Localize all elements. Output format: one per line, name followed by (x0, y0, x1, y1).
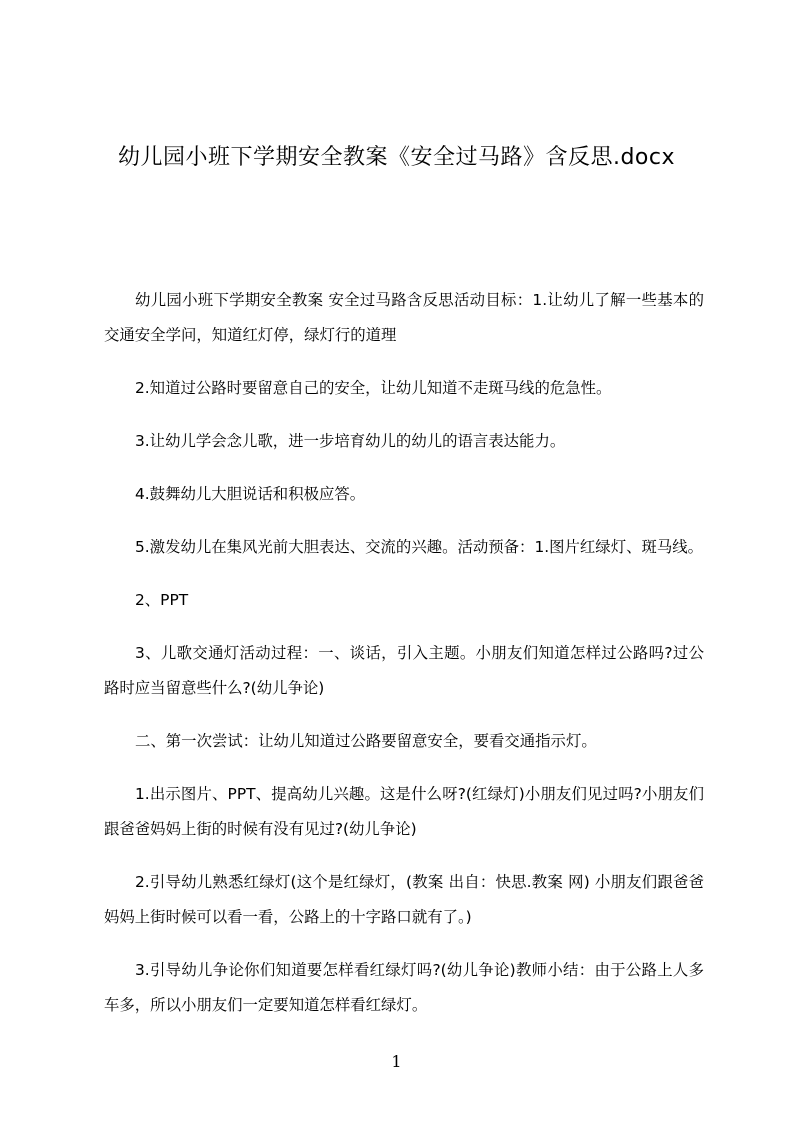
paragraph: 4.鼓舞幼儿大胆说话和积极应答。 (135, 485, 366, 503)
paragraph: 2.知道过公路时要留意自己的安全，让幼儿知道不走斑马线的危急性。 (135, 379, 612, 397)
document-title: 幼儿园小班下学期安全教案《安全过马路》含反思.docx (117, 145, 676, 170)
paragraph: 1.出示图片、PPT、提高幼儿兴趣。这是什么呀?(红绿灯)小朋友们见过吗?小朋友们跟爸爸妈妈上街的时候有没有见过?(幼儿争论) (104, 785, 704, 838)
paragraph: 2.引导幼儿熟悉红绿灯(这个是红绿灯，(教案 出自：快思.教案 网) 小朋友们跟爸爸妈妈上街时候可以看一看，公路上的十字路口就有了。) (104, 873, 704, 926)
page-number: 1 (391, 1052, 402, 1071)
paragraph: 3、儿歌交通灯活动过程：一、谈话，引入主题。小朋友们知道怎样过公路吗?过公路时应当留意些什么?(幼儿争论) (104, 644, 704, 697)
paragraph: 5.激发幼儿在集风光前大胆表达、交流的兴趣。活动预备：1.图片红绿灯、斑马线。 (135, 538, 704, 556)
paragraph: 幼儿园小班下学期安全教案 安全过马路含反思活动目标：1.让幼儿了解一些基本的交通安全学问，知道红灯停，绿灯行的道理 (104, 291, 704, 344)
paragraph: 2、PPT (135, 591, 189, 609)
paragraph: 3.让幼儿学会念儿歌，进一步培育幼儿的幼儿的语言表达能力。 (135, 432, 566, 450)
paragraph: 二、第一次尝试：让幼儿知道过公路要留意安全，要看交通指示灯。 (135, 732, 597, 750)
paragraph: 3.引导幼儿争论你们知道要怎样看红绿灯吗?(幼儿争论)教师小结：由于公路上人多车多，所以小朋友们一定要知道怎样看红绿灯。 (104, 961, 704, 1014)
document-body (104, 283, 704, 1041)
